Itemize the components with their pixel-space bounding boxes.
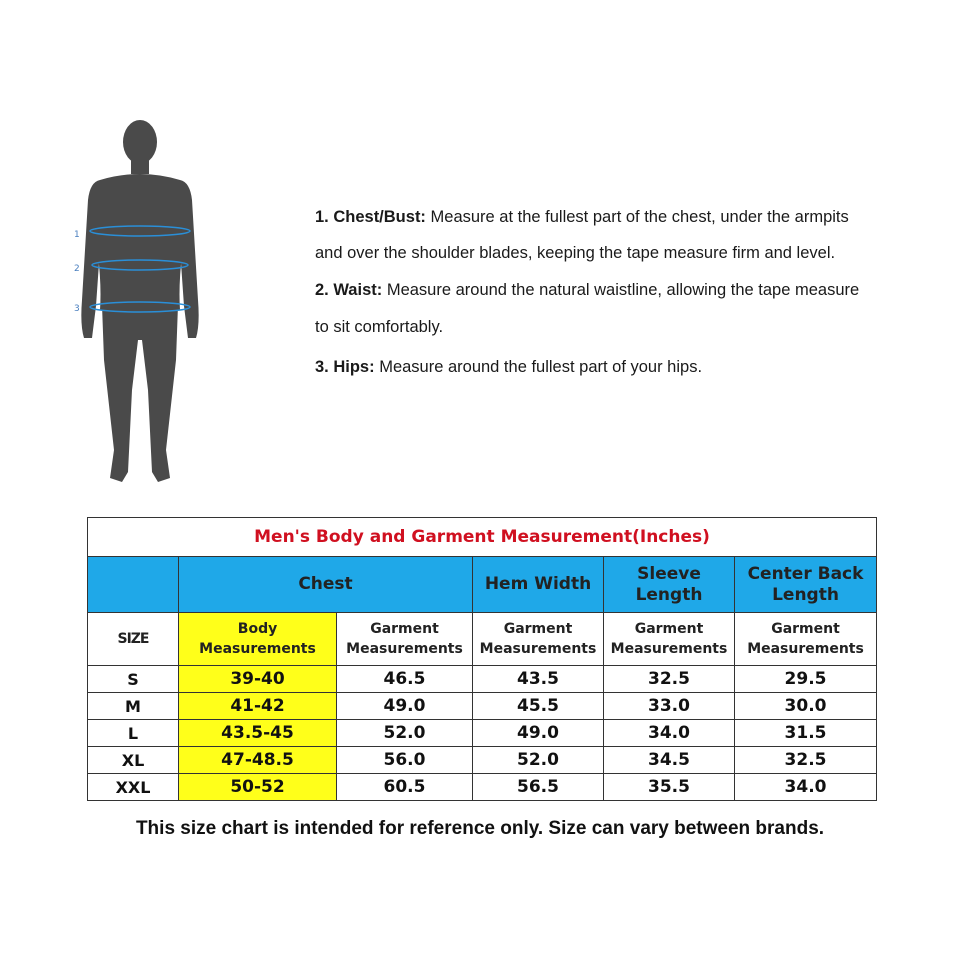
cell-back: 31.5 xyxy=(735,720,877,747)
cell-hem: 43.5 xyxy=(473,666,604,693)
cell-hem: 56.5 xyxy=(473,774,604,801)
header-center-back-length: Center Back Length xyxy=(735,557,877,613)
cell-size: L xyxy=(88,720,179,747)
table-title: Men's Body and Garment Measurement(Inches) xyxy=(88,518,877,557)
cell-hem: 49.0 xyxy=(473,720,604,747)
subheader-garment-hem: Garment Measurements xyxy=(473,613,604,666)
header-empty xyxy=(88,557,179,613)
marker-waist: 2 xyxy=(74,264,80,274)
cell-back: 29.5 xyxy=(735,666,877,693)
header-hem-width: Hem Width xyxy=(473,557,604,613)
cell-sleeve: 34.0 xyxy=(604,720,735,747)
footnote: This size chart is intended for reference only. Size can vary between brands. xyxy=(135,818,825,839)
cell-back: 34.0 xyxy=(735,774,877,801)
cell-body: 41-42 xyxy=(179,693,337,720)
subheader-garment-back: Garment Measurements xyxy=(735,613,877,666)
marker-chest: 1 xyxy=(74,230,80,240)
body-figure xyxy=(20,110,220,500)
cell-size: M xyxy=(88,693,179,720)
subheader-size: SIZE xyxy=(88,613,179,666)
table-row xyxy=(88,774,877,801)
cell-sleeve: 32.5 xyxy=(604,666,735,693)
instruction-hips: 3. Hips: Measure around the fullest part of your hips. xyxy=(315,358,703,376)
subheader-body-measurements: Body Measurements xyxy=(179,613,337,666)
cell-sleeve: 33.0 xyxy=(604,693,735,720)
body-silhouette-icon xyxy=(20,110,220,500)
instruction-waist: 2. Waist: Measure around the natural waistline, allowing the tape measure xyxy=(315,281,860,299)
cell-sleeve: 35.5 xyxy=(604,774,735,801)
table-row xyxy=(88,720,877,747)
cell-chest: 49.0 xyxy=(337,693,473,720)
subheader-garment-sleeve: Garment Measurements xyxy=(604,613,735,666)
cell-chest: 52.0 xyxy=(337,720,473,747)
cell-chest: 56.0 xyxy=(337,747,473,774)
cell-body: 50-52 xyxy=(179,774,337,801)
table-row xyxy=(88,666,877,693)
table-row xyxy=(88,747,877,774)
cell-chest: 60.5 xyxy=(337,774,473,801)
cell-body: 47-48.5 xyxy=(179,747,337,774)
size-chart-table xyxy=(87,517,877,801)
cell-size: S xyxy=(88,666,179,693)
marker-hips: 3 xyxy=(74,304,80,314)
cell-sleeve: 34.5 xyxy=(604,747,735,774)
cell-body: 39-40 xyxy=(179,666,337,693)
cell-back: 32.5 xyxy=(735,747,877,774)
cell-size: XXL xyxy=(88,774,179,801)
cell-size: XL xyxy=(88,747,179,774)
instruction-chest: 1. Chest/Bust: Measure at the fullest part of the chest, under the armpits xyxy=(315,208,849,226)
header-chest: Chest xyxy=(179,557,473,613)
subheader-garment-chest: Garment Measurements xyxy=(337,613,473,666)
instruction-chest-cont: and over the shoulder blades, keeping the tape measure firm and level. xyxy=(315,244,836,262)
cell-chest: 46.5 xyxy=(337,666,473,693)
cell-hem: 45.5 xyxy=(473,693,604,720)
header-sleeve-length: Sleeve Length xyxy=(604,557,735,613)
instruction-waist-cont: to sit comfortably. xyxy=(315,318,444,336)
table-row xyxy=(88,693,877,720)
cell-hem: 52.0 xyxy=(473,747,604,774)
cell-back: 30.0 xyxy=(735,693,877,720)
cell-body: 43.5-45 xyxy=(179,720,337,747)
